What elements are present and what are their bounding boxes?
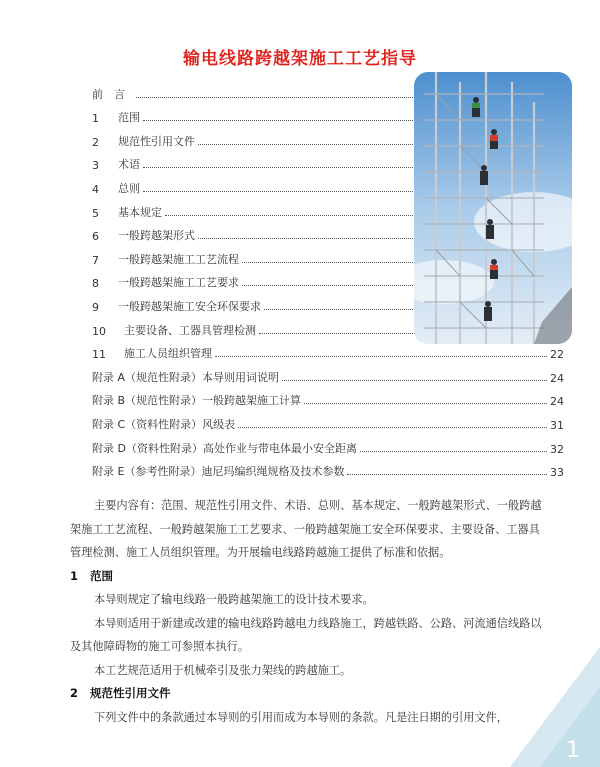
toc-entry-page: 22 — [550, 348, 564, 362]
toc-leader-dots — [360, 451, 547, 452]
toc-entry-title: 一般跨越架施工工艺流程 — [118, 252, 239, 266]
toc-entry-title: 范围 — [118, 111, 140, 125]
toc-entry-number: 5 — [92, 206, 99, 220]
section-1-para: 本导则规定了输电线路一般跨越架施工的设计技术要求。 — [94, 593, 374, 606]
toc-entry-number: 3 — [92, 159, 99, 173]
toc-entry-number: 8 — [92, 277, 99, 291]
toc-entry-number: 10 — [92, 324, 106, 338]
scaffold-illustration — [414, 72, 572, 344]
toc-leader-dots — [282, 380, 547, 381]
toc-entry-title: 附录 A（规范性附录）本导则用词说明 — [92, 370, 280, 384]
toc-entry-number: 1 — [92, 112, 99, 126]
toc-leader-dots — [238, 427, 547, 428]
toc-entry-title: 施工人员组织管理 — [124, 347, 212, 361]
toc-leader-dots — [215, 356, 547, 357]
toc-entry-title: 附录 E（参考性附录）迪尼玛编织绳规格及技术参数 — [92, 465, 345, 479]
toc-entry-page: 31 — [550, 418, 564, 432]
toc-entry-number: 4 — [92, 182, 99, 196]
toc-entry-title: 附录 D（资料性附录）高处作业与带电体最小安全距离 — [92, 441, 357, 455]
toc-entry-title: 附录 C（资料性附录）风级表 — [92, 417, 236, 431]
corner-decoration — [510, 647, 600, 767]
toc-entry[interactable] — [92, 385, 564, 409]
section-1-heading: 1 范围 — [70, 568, 113, 583]
toc-entry-number: 前 言 — [92, 87, 125, 101]
toc-entry-title: 一般跨越架施工工艺要求 — [118, 276, 239, 290]
toc-entry-title: 一般跨越架施工安全环保要求 — [118, 299, 261, 313]
toc-entry-title: 主要设备、工器具管理检测 — [124, 323, 256, 337]
section-1-para: 本工艺规范适用于机械牵引及张力架线的跨越施工。 — [94, 663, 352, 677]
toc-entry[interactable] — [92, 432, 564, 456]
document-title: 输电线路跨越架施工工艺指导 — [183, 49, 417, 69]
toc-entry-page: 24 — [550, 371, 564, 385]
section-2-heading: 2 规范性引用文件 — [70, 686, 171, 700]
toc-leader-dots — [304, 403, 547, 404]
toc-entry-page: 24 — [550, 395, 564, 409]
toc-entry[interactable] — [92, 361, 564, 385]
toc-entry-title: 总则 — [118, 181, 140, 195]
section-1-para: 本导则适用于新建或改建的输电线路跨越电力线路施工，跨越铁路、公路、河流通信线路以及其他障碍物的施工可参照本执行。 — [70, 616, 542, 653]
toc-entry-title: 附录 B（规范性附录）一般跨越架施工计算 — [92, 394, 302, 408]
toc-entry-page: 32 — [550, 442, 564, 456]
toc-entry-title: 规范性引用文件 — [118, 134, 195, 148]
toc-entry-number: 9 — [92, 300, 99, 314]
body-text — [70, 494, 548, 729]
toc-entry-number: 6 — [92, 230, 99, 244]
toc-entry-title: 术语 — [118, 158, 140, 172]
scaffold-photo — [414, 72, 572, 344]
toc-entry-number: 11 — [92, 348, 106, 362]
toc-entry[interactable] — [92, 408, 564, 432]
toc-entry-number: 2 — [92, 135, 99, 149]
toc-entry-page: 33 — [550, 466, 564, 480]
toc-leader-dots — [347, 474, 547, 475]
intro-paragraph: 主要内容有：范围、规范性引用文件、术语、总则、基本规定、一般跨越架形式、一般跨越架施工工艺流程、一般跨越架施工工艺要求、一般跨越架施工安全环保要求、主要设备、工器具管理检测、施工人员组织管理。为开展输电线路跨越施工提供了标准和依据。 — [70, 499, 542, 559]
section-2-para: 下列文件中的条款通过本导则的引用而成为本导则的条款。凡是注日期的引用文件， — [94, 710, 508, 724]
page-number: 1 — [566, 738, 580, 763]
toc-entry-title: 基本规定 — [118, 205, 162, 219]
toc-entry-number: 7 — [92, 253, 99, 267]
toc-entry[interactable] — [92, 456, 564, 480]
toc-entry-title: 一般跨越架形式 — [118, 229, 195, 243]
